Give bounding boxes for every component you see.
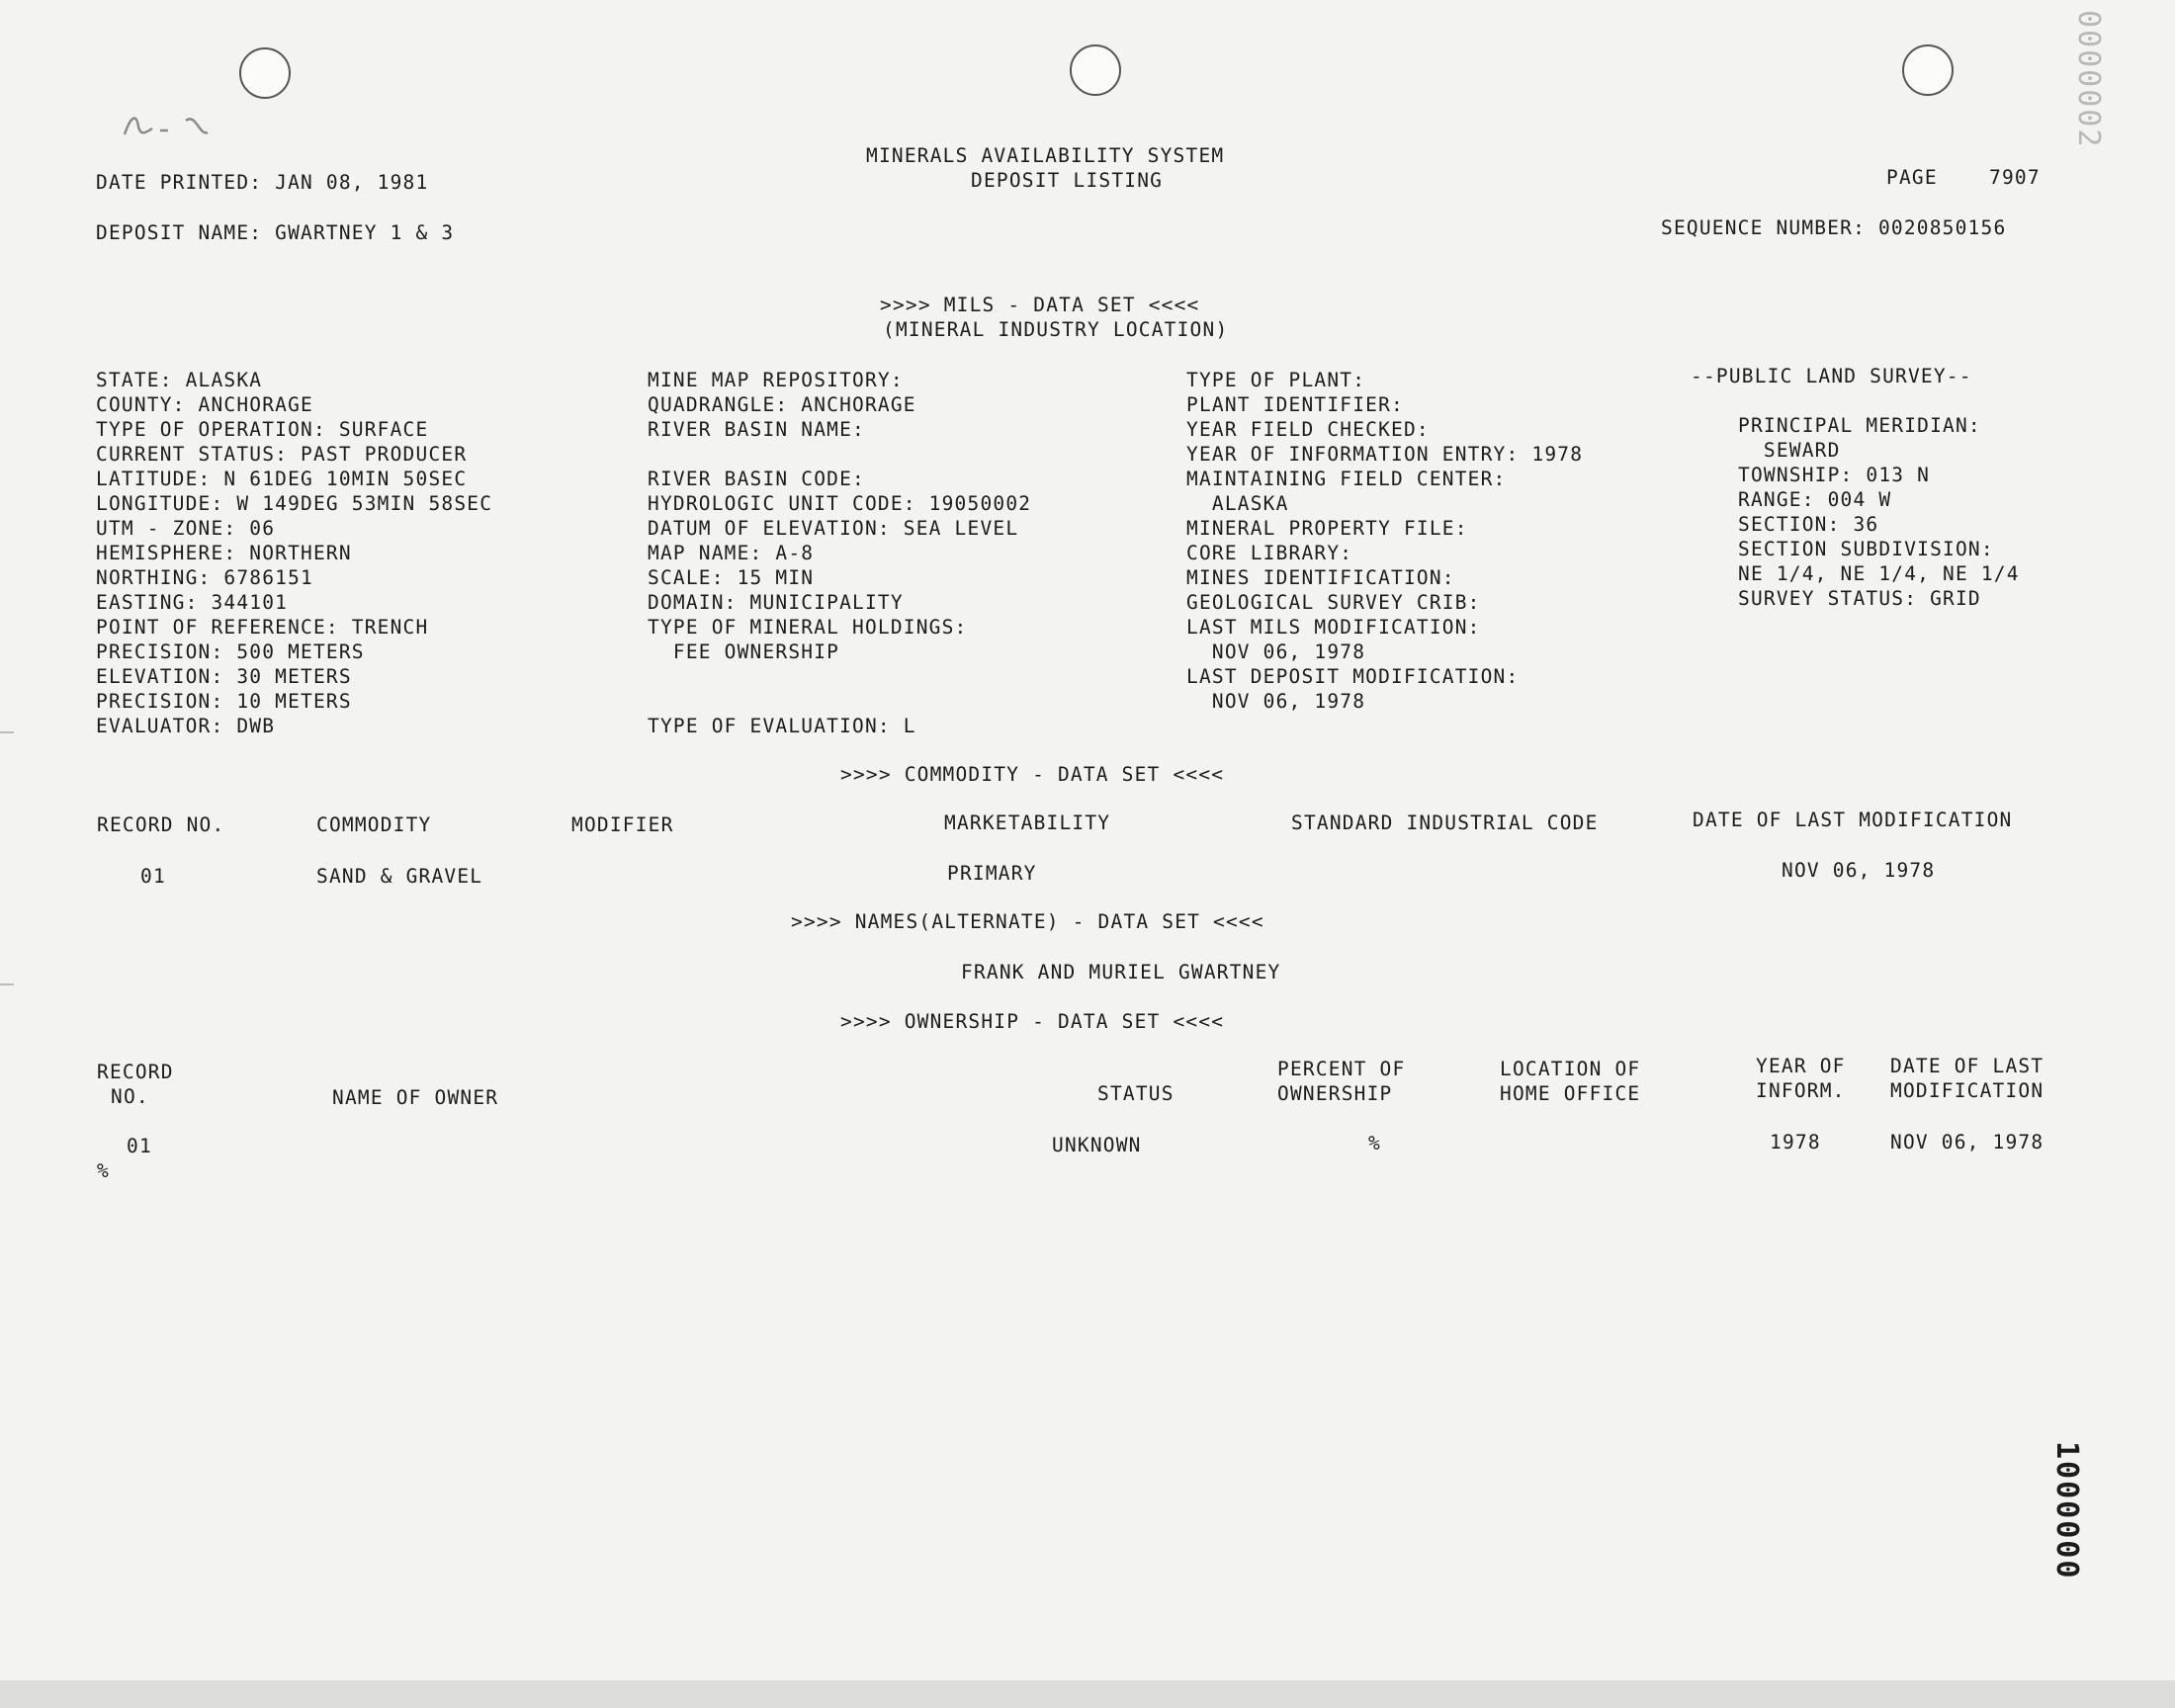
page-number: 7907 [1989, 166, 2041, 189]
core-library-field: CORE LIBRARY: [1186, 542, 1353, 564]
ownership-header-year-1: YEAR OF [1756, 1055, 1846, 1077]
ownership-year: 1978 [1770, 1131, 1821, 1153]
ownership-header-year-2: INFORM. [1756, 1079, 1846, 1102]
frame-number-top: 0000002 [2071, 10, 2106, 149]
sequence-number: SEQUENCE NUMBER: 0020850156 [1661, 216, 2007, 239]
scale-field: SCALE: 15 MIN [648, 566, 815, 589]
scan-edge-line [0, 983, 14, 985]
point-of-reference-field: POINT OF REFERENCE: TRENCH [96, 616, 429, 639]
names-section-title: >>>> NAMES(ALTERNATE) - DATA SET <<<< [791, 910, 1264, 933]
last-deposit-modification-value: NOV 06, 1978 [1186, 690, 1366, 713]
mils-map-column [648, 368, 1031, 738]
ownership-header-date-1: DATE OF LAST [1890, 1055, 2044, 1077]
mils-section-title: >>>> MILS - DATA SET <<<< [880, 294, 1200, 316]
commodity-record-no: 01 [140, 865, 166, 888]
latitude-field: LATITUDE: N 61DEG 10MIN 50SEC [96, 468, 468, 490]
crib-field: GEOLOGICAL SURVEY CRIB: [1186, 591, 1481, 614]
quadrangle-field: QUADRANGLE: ANCHORAGE [648, 393, 916, 416]
ownership-percent: % [1368, 1132, 1381, 1154]
principal-meridian-value: SEWARD [1738, 439, 1841, 462]
commodity-header-sic: STANDARD INDUSTRIAL CODE [1291, 811, 1599, 834]
public-land-survey-title: --PUBLIC LAND SURVEY-- [1691, 365, 1972, 387]
ownership-header-record-1: RECORD [97, 1061, 174, 1083]
last-mils-modification-label: LAST MILS MODIFICATION: [1186, 616, 1481, 639]
commodity-header-date: DATE OF LAST MODIFICATION [1693, 809, 2013, 831]
mils-location-column [96, 368, 492, 738]
ownership-section-title: >>>> OWNERSHIP - DATA SET <<<< [840, 1010, 1225, 1033]
section-field: SECTION: 36 [1738, 513, 1879, 536]
ownership-header-date-2: MODIFICATION [1890, 1079, 2044, 1102]
field-center-value: ALASKA [1186, 492, 1289, 515]
longitude-field: LONGITUDE: W 149DEG 53MIN 58SEC [96, 492, 493, 515]
state-field: STATE: ALASKA [96, 369, 263, 391]
township-field: TOWNSHIP: 013 N [1738, 464, 1931, 486]
ownership-header-name: NAME OF OWNER [332, 1086, 499, 1109]
county-field: COUNTY: ANCHORAGE [96, 393, 313, 416]
river-basin-name-field: RIVER BASIN NAME: [648, 418, 865, 441]
plant-identifier-field: PLANT IDENTIFIER: [1186, 393, 1404, 416]
date-printed: DATE PRINTED: JAN 08, 1981 [96, 171, 429, 194]
punch-hole-right [1902, 44, 1954, 96]
commodity-header-commodity: COMMODITY [316, 813, 432, 836]
mils-plant-column [1186, 368, 1583, 714]
ownership-header-location-2: HOME OFFICE [1500, 1082, 1641, 1105]
ownership-trailer: % [97, 1159, 110, 1182]
alternate-name: FRANK AND MURIEL GWARTNEY [961, 961, 1281, 983]
mineral-holdings-label: TYPE OF MINERAL HOLDINGS: [648, 616, 968, 639]
easting-field: EASTING: 344101 [96, 591, 289, 614]
hydrologic-unit-code-field: HYDROLOGIC UNIT CODE: 19050002 [648, 492, 1032, 515]
year-field-checked-field: YEAR FIELD CHECKED: [1186, 418, 1430, 441]
section-subdivision-value: NE 1/4, NE 1/4, NE 1/4 [1738, 562, 2020, 585]
ownership-header-percent-1: PERCENT OF [1277, 1058, 1406, 1080]
last-deposit-modification-label: LAST DEPOSIT MODIFICATION: [1186, 665, 1520, 688]
mineral-property-file-field: MINERAL PROPERTY FILE: [1186, 517, 1468, 540]
system-title: MINERALS AVAILABILITY SYSTEM [866, 144, 1225, 167]
year-of-entry-field: YEAR OF INFORMATION ENTRY: 1978 [1186, 443, 1584, 466]
range-field: RANGE: 004 W [1738, 488, 1892, 511]
commodity-section-title: >>>> COMMODITY - DATA SET <<<< [840, 763, 1225, 786]
elevation-field: ELEVATION: 30 METERS [96, 665, 352, 688]
scan-edge-line [0, 731, 14, 733]
commodity-marketability: PRIMARY [947, 862, 1037, 885]
northing-field: NORTHING: 6786151 [96, 566, 313, 589]
public-land-survey-column [1738, 413, 2020, 611]
page-label: PAGE [1886, 166, 1938, 189]
ownership-record-no: 01 [127, 1135, 152, 1157]
utm-zone-field: UTM - ZONE: 06 [96, 517, 276, 540]
domain-field: DOMAIN: MUNICIPALITY [648, 591, 904, 614]
elevation-precision-field: PRECISION: 10 METERS [96, 690, 352, 713]
ownership-header-location-1: LOCATION OF [1500, 1058, 1641, 1080]
punch-hole-left [239, 47, 291, 99]
hemisphere-field: HEMISPHERE: NORTHERN [96, 542, 352, 564]
ownership-header-record-2: NO. [111, 1085, 149, 1108]
last-mils-modification-value: NOV 06, 1978 [1186, 640, 1366, 663]
ownership-status: UNKNOWN [1052, 1134, 1142, 1156]
principal-meridian-label: PRINCIPAL MERIDIAN: [1738, 414, 1981, 437]
blank-line [648, 689, 1031, 714]
survey-status-field: SURVEY STATUS: GRID [1738, 587, 1981, 610]
field-center-label: MAINTAINING FIELD CENTER: [1186, 468, 1507, 490]
ownership-date: NOV 06, 1978 [1890, 1131, 2044, 1153]
map-name-field: MAP NAME: A-8 [648, 542, 815, 564]
evaluator-field: EVALUATOR: DWB [96, 715, 276, 737]
commodity-header-record-no: RECORD NO. [97, 813, 225, 836]
section-subdivision-label: SECTION SUBDIVISION: [1738, 538, 1994, 560]
commodity-date: NOV 06, 1978 [1782, 859, 1936, 882]
ownership-header-status: STATUS [1097, 1082, 1174, 1105]
punch-hole-center [1070, 44, 1121, 96]
operation-type-field: TYPE OF OPERATION: SURFACE [96, 418, 429, 441]
commodity-header-marketability: MARKETABILITY [944, 811, 1111, 834]
precision-field: PRECISION: 500 METERS [96, 640, 365, 663]
commodity-name: SAND & GRAVEL [316, 865, 483, 888]
listing-title: DEPOSIT LISTING [971, 169, 1164, 192]
plant-type-field: TYPE OF PLANT: [1186, 369, 1366, 391]
mines-identification-field: MINES IDENTIFICATION: [1186, 566, 1455, 589]
datum-of-elevation-field: DATUM OF ELEVATION: SEA LEVEL [648, 517, 1019, 540]
blank-line [648, 442, 1031, 467]
mils-section-subtitle: (MINERAL INDUSTRY LOCATION) [883, 318, 1229, 341]
frame-number: 1000000 [2049, 1441, 2084, 1580]
mine-map-repository-field: MINE MAP REPOSITORY: [648, 369, 904, 391]
evaluation-type-field: TYPE OF EVALUATION: L [648, 715, 916, 737]
current-status-field: CURRENT STATUS: PAST PRODUCER [96, 443, 468, 466]
river-basin-code-field: RIVER BASIN CODE: [648, 468, 865, 490]
ownership-header-percent-2: OWNERSHIP [1277, 1082, 1393, 1105]
handwritten-mark [117, 107, 225, 142]
deposit-name: DEPOSIT NAME: GWARTNEY 1 & 3 [96, 221, 455, 244]
mineral-holdings-value: FEE OWNERSHIP [648, 640, 840, 663]
blank-line [648, 664, 1031, 689]
commodity-header-modifier: MODIFIER [571, 813, 674, 836]
